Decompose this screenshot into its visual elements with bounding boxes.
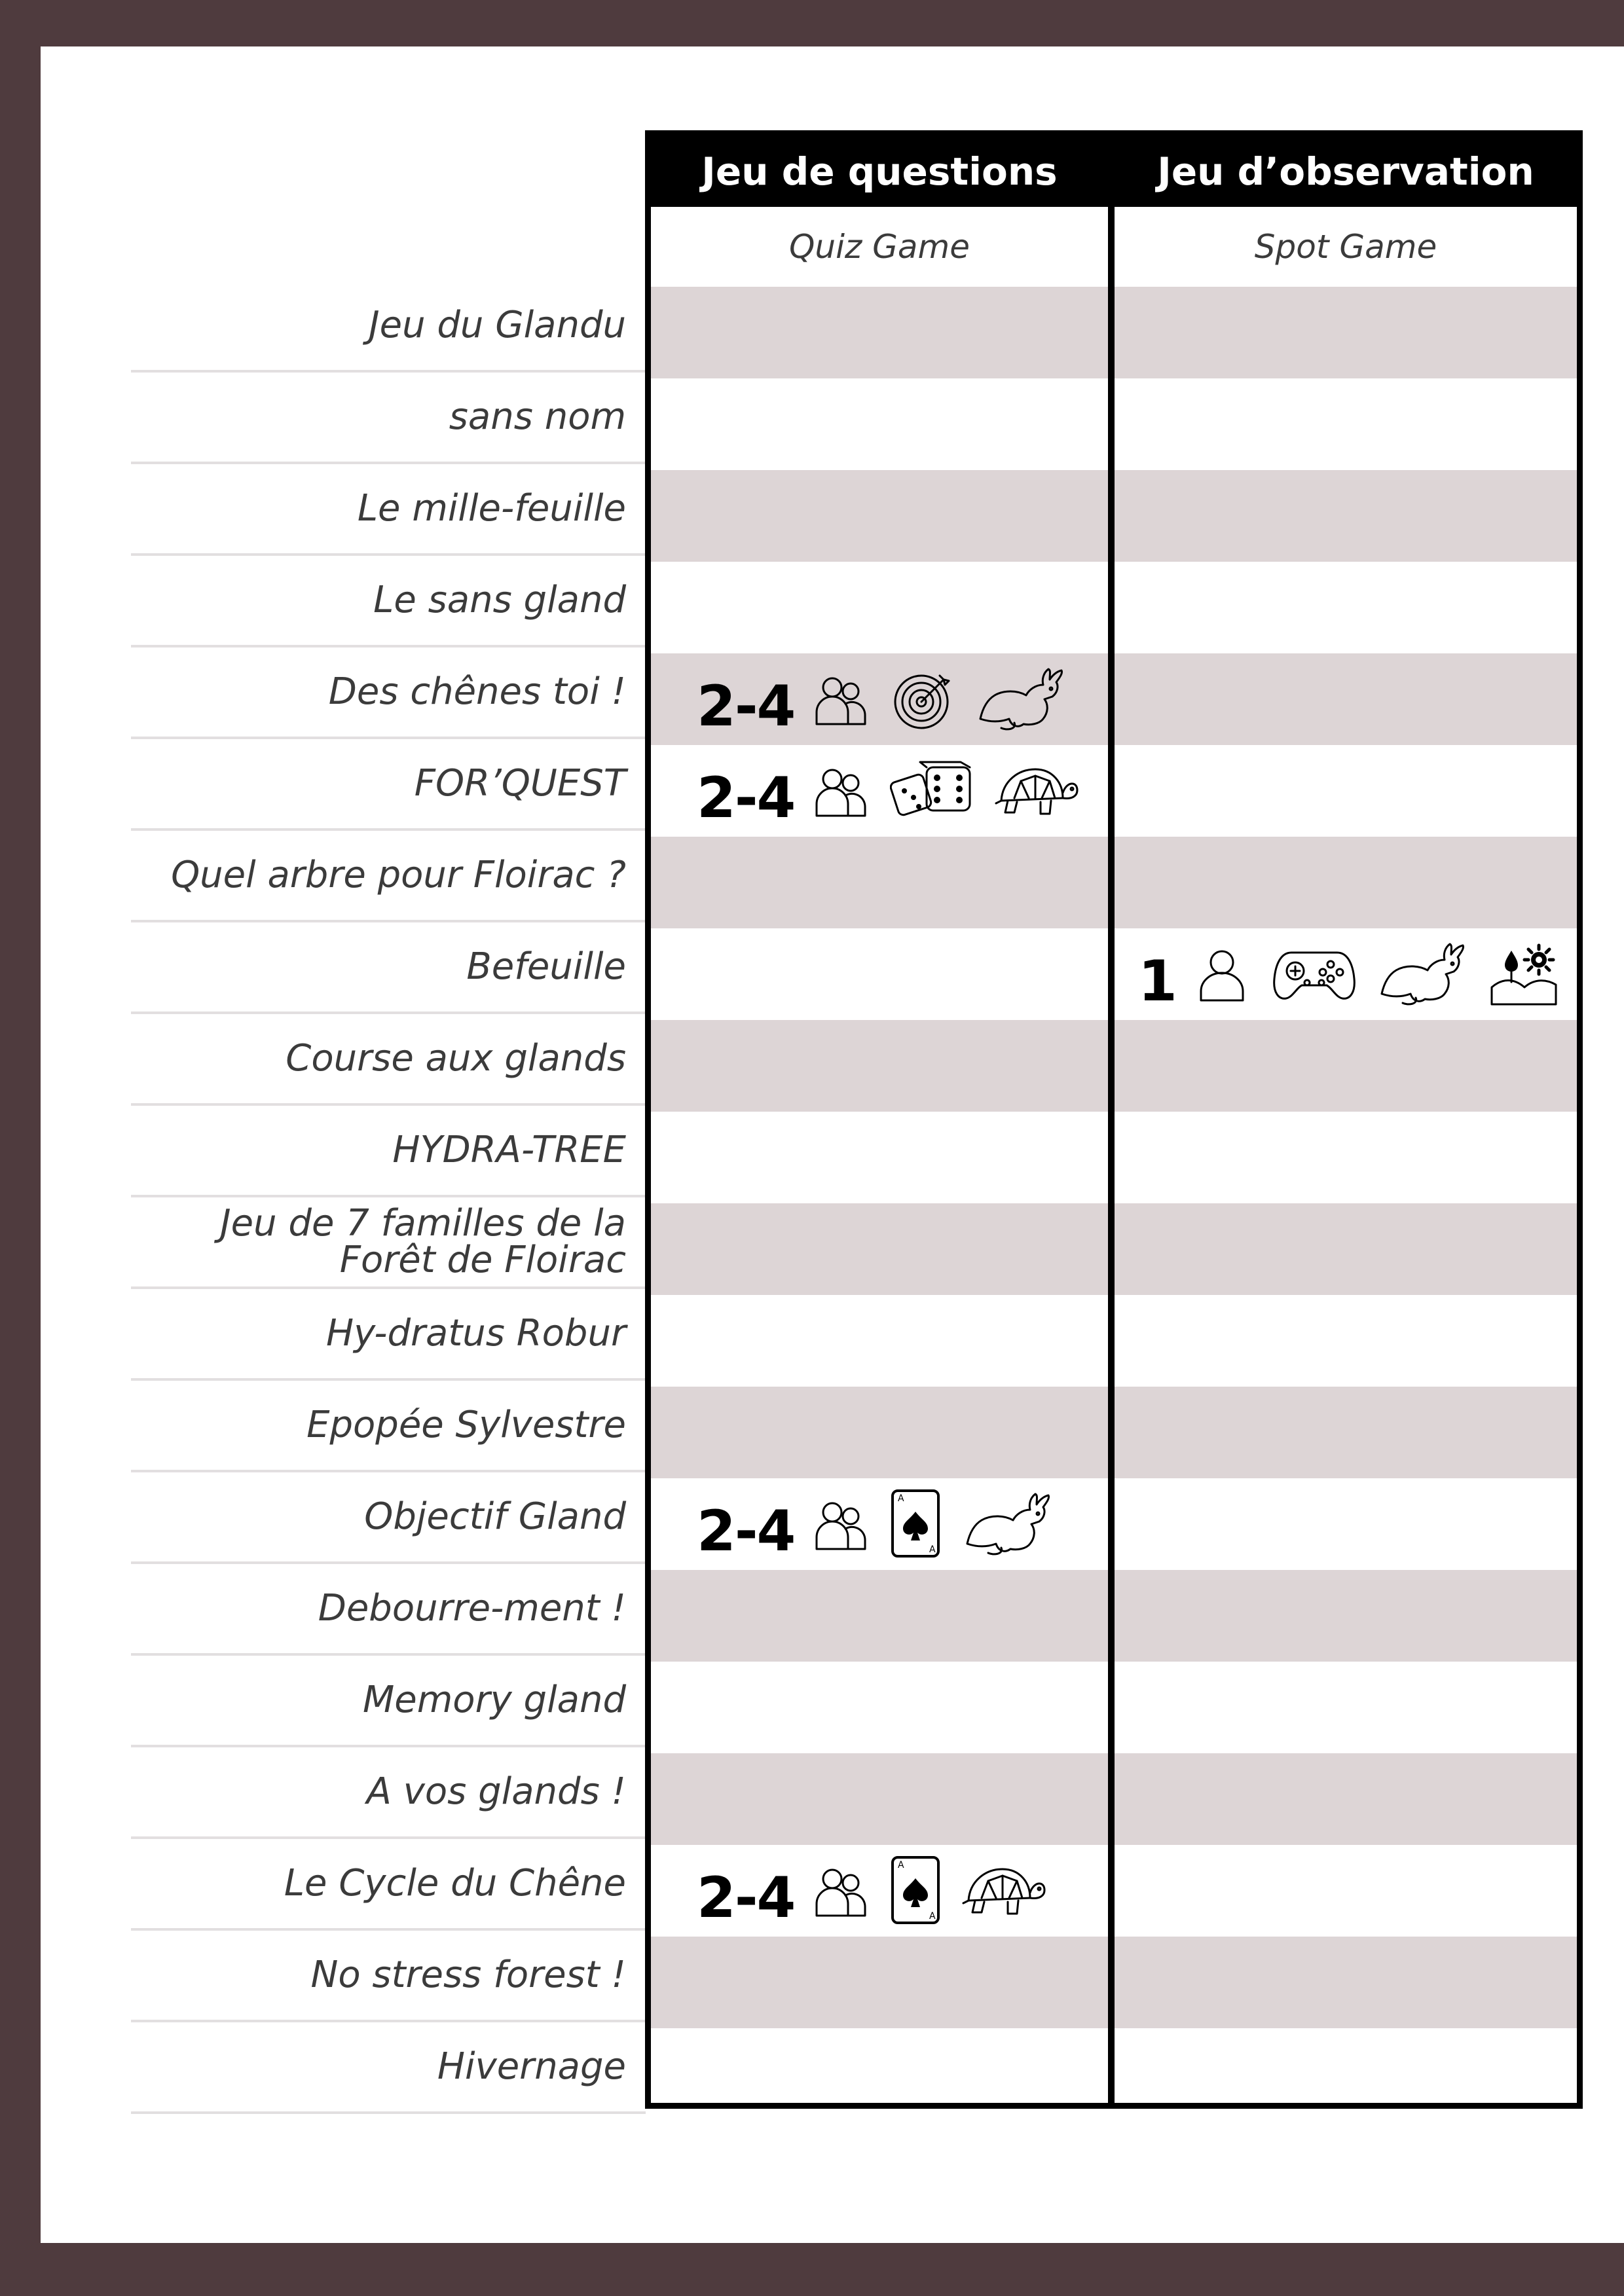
spot-cell (1115, 1570, 1577, 1662)
game-name: Le sans gland (131, 556, 646, 647)
spot-cell (1115, 1112, 1577, 1203)
game-name: Objectif Gland (131, 1472, 646, 1564)
game-name: Debourre-ment ! (131, 1564, 646, 1656)
spot-cell (1115, 2028, 1577, 2120)
quiz-cell (651, 1478, 1108, 1570)
dice-icon (890, 758, 975, 826)
quiz-game-column (645, 130, 1111, 2109)
spot-cell (1115, 1020, 1577, 1112)
game-name: A vos glands ! (131, 1747, 646, 1839)
spot-cell (1115, 1387, 1577, 1478)
game-name: sans nom (131, 373, 646, 464)
spot-cell (1115, 1203, 1577, 1295)
spot-cell (1115, 653, 1577, 745)
spot-cell (1115, 287, 1577, 378)
quiz-cell (651, 1937, 1108, 2028)
game-name: Befeuille (131, 922, 646, 1014)
game-name: HYDRA-TREE (131, 1106, 646, 1197)
quiz-cell (651, 1387, 1108, 1478)
quiz-cell (651, 1662, 1108, 1753)
players-icon (810, 1494, 870, 1557)
quiz-cell (651, 287, 1108, 378)
quiz-cell (651, 1020, 1108, 1112)
player-count: 2-4 (697, 674, 795, 739)
column-title: Jeu de questions (651, 136, 1108, 207)
player-icon (1192, 944, 1252, 1007)
spot-cell (1115, 1478, 1577, 1570)
spot-cell (1115, 745, 1577, 837)
spot-cell (1115, 562, 1577, 653)
game-name: No stress forest ! (131, 1931, 646, 2022)
quiz-cell (651, 745, 1108, 837)
player-count: 2-4 (697, 765, 795, 831)
game-name: Hy-dratus Robur (131, 1289, 646, 1381)
quiz-cell (651, 653, 1108, 745)
quiz-cell (651, 928, 1108, 1020)
game-name: Course aux glands (131, 1014, 646, 1106)
svg-text:A: A (898, 1493, 904, 1504)
svg-text:A: A (929, 1544, 936, 1555)
spot-cell (1115, 1295, 1577, 1387)
turtle-icon (995, 761, 1080, 823)
spot-cell (1115, 1937, 1577, 2028)
quiz-cell (651, 2028, 1108, 2120)
column-subtitle: Quiz Game (789, 228, 970, 266)
spot-cell (1115, 378, 1577, 470)
spot-cell (1115, 928, 1577, 1020)
game-names-column (131, 281, 646, 2114)
quiz-cell (651, 470, 1108, 562)
game-name: Epopée Sylvestre (131, 1381, 646, 1472)
svg-text:A: A (898, 1860, 904, 1870)
rabbit-icon (975, 666, 1067, 735)
quiz-cell (651, 562, 1108, 653)
player-count: 1 (1138, 949, 1176, 1014)
quiz-cell (651, 837, 1108, 928)
quiz-cell (651, 1295, 1108, 1387)
turtle-icon (962, 1861, 1047, 1923)
quiz-cell (651, 1112, 1108, 1203)
spot-cell (1115, 1845, 1577, 1937)
players-icon (810, 761, 870, 824)
quiz-cell (651, 1845, 1108, 1937)
quiz-cell (651, 1203, 1108, 1295)
game-name: FOR’QUEST (131, 739, 646, 831)
svg-text:A: A (929, 1911, 936, 1922)
spot-cell (1115, 837, 1577, 928)
player-count: 2-4 (697, 1865, 795, 1931)
players-icon (810, 669, 870, 732)
game-name: Quel arbre pour Floirac ? (131, 831, 646, 922)
spot-cell (1115, 1753, 1577, 1845)
game-name: Des chênes toi ! (131, 647, 646, 739)
card-icon (890, 1488, 942, 1563)
rabbit-icon (1376, 941, 1468, 1010)
game-name: Hivernage (131, 2022, 646, 2114)
players-icon (810, 1861, 870, 1923)
rabbit-icon (962, 1491, 1054, 1559)
quiz-cell (651, 378, 1108, 470)
quiz-cell (651, 1570, 1108, 1662)
spot-cell (1115, 1662, 1577, 1753)
game-name: Jeu de 7 familles de la Forêt de Floirac (131, 1197, 646, 1289)
column-title: Jeu d’observation (1115, 136, 1577, 207)
game-name: Memory gland (131, 1656, 646, 1747)
game-name: Le Cycle du Chêne (131, 1839, 646, 1931)
card-icon (890, 1855, 942, 1929)
plant-growth-icon (1488, 941, 1560, 1010)
game-name: Le mille-feuille (131, 464, 646, 556)
game-name: Jeu du Glandu (131, 281, 646, 373)
spot-cell (1115, 470, 1577, 562)
column-subtitle: Spot Game (1254, 228, 1437, 266)
player-count: 2-4 (697, 1499, 795, 1564)
spot-game-column (1111, 130, 1583, 2109)
target-icon (890, 666, 955, 735)
gamepad-icon (1272, 945, 1357, 1006)
quiz-cell (651, 1753, 1108, 1845)
